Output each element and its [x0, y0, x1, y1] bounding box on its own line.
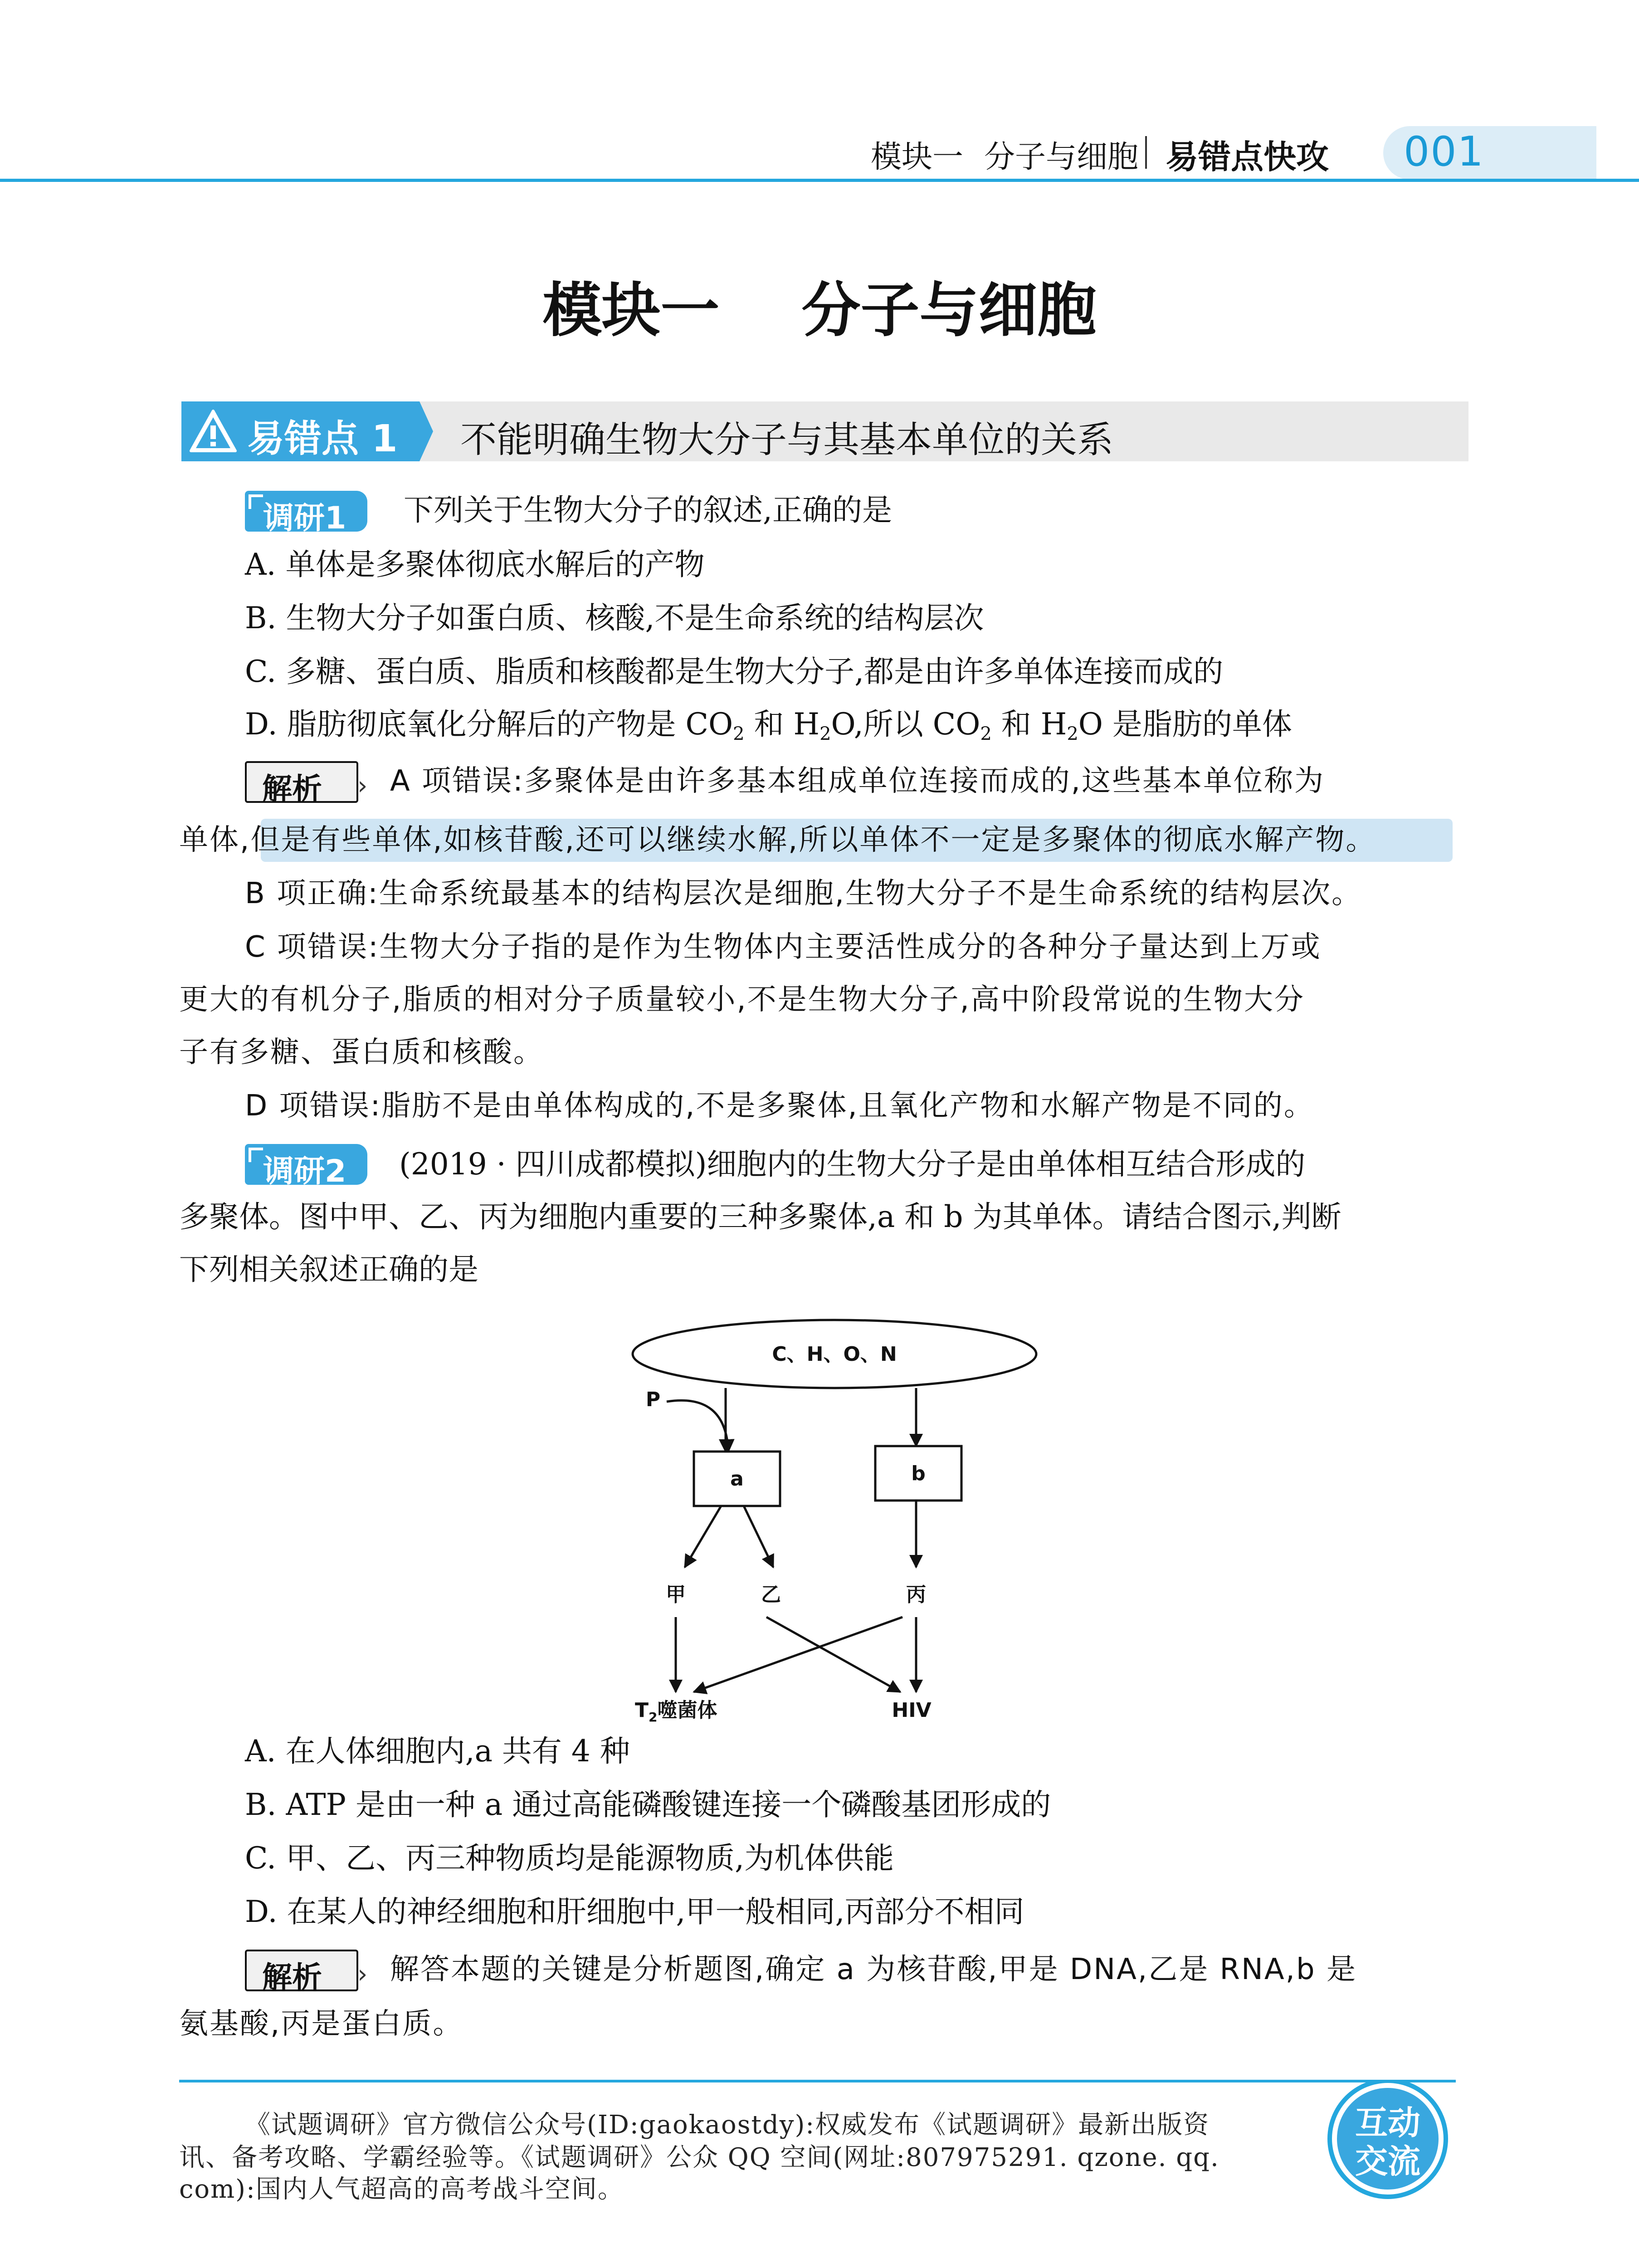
q1-analysis-line: D 项错误:脂肪不是由单体构成的,不是多聚体,且氧化产物和水解产物是不同的。	[245, 1089, 1314, 1123]
diagram-bing-label: 丙	[906, 1583, 926, 1606]
analysis-tag-label: 解析	[262, 772, 322, 807]
p-arrow	[667, 1400, 728, 1452]
research-tag-label: 调研2	[263, 1154, 346, 1189]
research-tag-label: 调研1	[263, 500, 346, 536]
error-point-label: 易错点 1	[247, 417, 398, 460]
q1-analysis-line: B 项正确:生命系统最基本的结构层次是细胞,生物大分子不是生命系统的结构层次。	[245, 877, 1362, 910]
diagram-elements-label: C、H、O、N	[772, 1343, 897, 1366]
q1-option-c: C. 多糖、蛋白质、脂质和核酸都是生物大分子,都是由许多单体连接而成的	[245, 654, 1224, 689]
header-module-topic: 分子与细胞	[984, 139, 1139, 175]
q2-stem-line: 多聚体。图中甲、乙、丙为细胞内重要的三种多聚体,a 和 b 为其单体。请结合图示,判断	[179, 1199, 1341, 1234]
header-rule	[0, 179, 1639, 182]
diagram-a-label: a	[730, 1467, 744, 1491]
header-section: 易错点快攻	[1166, 138, 1329, 176]
page-number: 001	[1404, 128, 1484, 176]
error-point-title: 不能明确生物大分子与其基本单位的关系	[460, 419, 1113, 461]
footer-line: 讯、备考攻略、学霸经验等。《试题调研》公众 QQ 空间(网址:807975291. qzone. qq.	[179, 2143, 1219, 2172]
analysis-tag-label: 解析	[262, 1960, 322, 1995]
footer-line: 《试题调研》官方微信公众号(ID:gaokaostdy):权威发布《试题调研》最新出版资	[245, 2110, 1210, 2140]
q2-analysis-line: 氨基酸,丙是蛋白质。	[179, 2007, 463, 2041]
diagram-jia-label: 甲	[666, 1583, 686, 1606]
q2-option-c: C. 甲、乙、丙三种物质均是能源物质,为机体供能	[245, 1841, 894, 1876]
q1-analysis-line: A 项错误:多聚体是由许多基本组成单位连接而成的,这些基本单位称为	[390, 764, 1325, 798]
q2-stem-line: 下列相关叙述正确的是	[179, 1252, 478, 1287]
tag-corner-mark	[249, 1148, 263, 1162]
chevron-right-icon: ›	[357, 771, 368, 801]
footer-rule	[179, 2080, 1456, 2082]
q2-option-a: A. 在人体细胞内,a 共有 4 种	[245, 1734, 630, 1769]
diagram-hiv-label: HIV	[892, 1699, 932, 1722]
macromolecule-diagram	[630, 1315, 1039, 1724]
q1-option-d: D. 脂肪彻底氧化分解后的产物是 $CO_2$ 和 $H_2O$,所以 $CO_2$ 和 $H_2O$ 是脂肪的单体	[245, 707, 1292, 744]
interact-badge	[1320, 2080, 1456, 2207]
chevron-right-icon: ›	[357, 1960, 368, 1989]
diagram-yi-label: 乙	[761, 1583, 781, 1606]
page-title: 模块一 分子与细胞	[542, 276, 1097, 345]
analysis-tag-1	[245, 761, 368, 807]
bing-to-t2-arrow	[694, 1617, 902, 1692]
analysis-tag-2	[245, 1950, 368, 1995]
research-tag-1	[245, 491, 367, 536]
diagram-t2-phage-label: $T_2$噬菌体	[635, 1699, 717, 1724]
a-to-jia-arrow	[685, 1506, 721, 1567]
diagram-b-label: b	[911, 1462, 926, 1485]
q2-stem-line: (2019 · 四川成都模拟)细胞内的生物大分子是由单体相互结合形成的	[399, 1147, 1306, 1182]
tag-corner-mark	[249, 494, 263, 509]
badge-line-1: 互动	[1355, 2104, 1421, 2142]
footer-line: com):国内人气超高的高考战斗空间。	[179, 2175, 624, 2204]
badge-line-2: 交流	[1355, 2142, 1421, 2180]
yi-to-hiv-arrow	[766, 1617, 900, 1692]
header-module: 模块一	[871, 139, 964, 175]
research-tag-2	[245, 1144, 367, 1189]
q1-option-a: A. 单体是多聚体彻底水解后的产物	[245, 547, 705, 582]
q2-analysis-line: 解答本题的关键是分析题图,确定 a 为核苷酸,甲是 DNA,乙是 RNA,b 是	[390, 1953, 1357, 1986]
q2-option-b: B. ATP 是由一种 a 通过高能磷酸键连接一个磷酸基团形成的	[245, 1787, 1051, 1822]
q1-analysis-line: 子有多糖、蛋白质和核酸。	[179, 1036, 544, 1069]
a-to-yi-arrow	[744, 1506, 773, 1567]
header-separator	[1145, 136, 1147, 169]
error-point-tag-arrow	[420, 401, 433, 461]
q2-option-d: D. 在某人的神经细胞和肝细胞中,甲一般相同,丙部分不相同	[245, 1894, 1024, 1929]
warning-icon	[188, 408, 238, 454]
q1-analysis-line: 单体,但是有些单体,如核苷酸,还可以继续水解,所以单体不一定是多聚体的彻底水解产物。	[179, 823, 1376, 857]
q1-analysis-line: C 项错误:生物大分子指的是作为生物体内主要活性成分的各种分子量达到上万或	[245, 930, 1322, 964]
q1-analysis-line: 更大的有机分子,脂质的相对分子质量较小,不是生物大分子,高中阶段常说的生物大分	[179, 983, 1305, 1017]
q1-stem: 下列关于生物大分子的叙述,正确的是	[404, 493, 892, 528]
diagram-p-label: P	[645, 1388, 661, 1411]
q1-option-b: B. 生物大分子如蛋白质、核酸,不是生命系统的结构层次	[245, 601, 984, 635]
